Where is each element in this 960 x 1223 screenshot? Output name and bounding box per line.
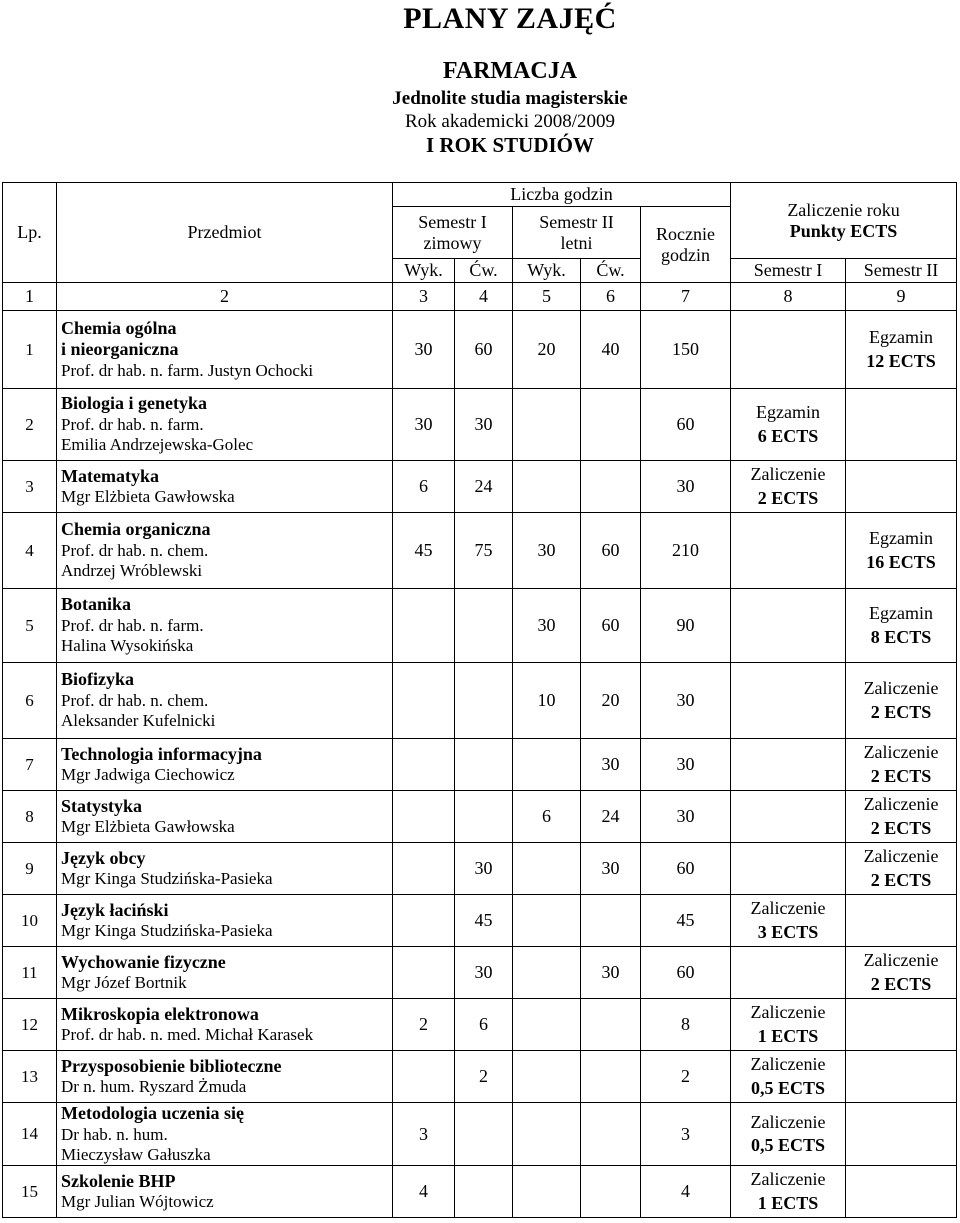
subject-cell [57, 791, 393, 843]
hours-total: 30 [641, 791, 731, 843]
table-row [3, 513, 957, 589]
row-lp: 14 [3, 1103, 57, 1166]
column-number: 5 [513, 283, 581, 311]
schedule-table [2, 182, 957, 1218]
lecturer-name: Mieczysław Gałuszka [61, 1144, 211, 1164]
row-lp: 2 [3, 389, 57, 461]
subject-cell [57, 513, 393, 589]
row-lp: 5 [3, 589, 57, 663]
header-sem1-name: Semestr I [418, 211, 487, 232]
subject-cell [57, 1103, 393, 1166]
hours-s2-wyk [513, 999, 581, 1051]
credit-ects: 2 ECTS [870, 701, 932, 722]
hours-s2-cw: 60 [581, 589, 641, 663]
hours-s2-wyk [513, 1103, 581, 1166]
hours-s2-wyk [513, 739, 581, 791]
subject-cell [57, 895, 393, 947]
program-heading: Jednolite studia magisterskie [392, 88, 628, 109]
credit-ects: 0,5 ECTS [751, 1135, 826, 1156]
row-lp: 12 [3, 999, 57, 1051]
row-lp: 15 [3, 1166, 57, 1218]
lecturer-name: Prof. dr hab. n. farm. [61, 615, 204, 635]
credit-type: Zaliczenie [750, 464, 826, 485]
subject-name: Biofizyka [61, 669, 135, 690]
lecturer-name: Dr hab. n. hum. [61, 1124, 168, 1144]
table-header [3, 183, 957, 311]
subject-cell [57, 311, 393, 389]
hours-s1-cw: 2 [455, 1051, 513, 1103]
hours-s1-cw: 75 [455, 513, 513, 589]
hours-s1-wyk: 3 [393, 1103, 455, 1166]
credit-type: Zaliczenie [863, 742, 939, 763]
credit-type: Zaliczenie [863, 846, 939, 867]
subject-name: Statystyka [61, 795, 143, 816]
hours-s1-cw: 30 [455, 947, 513, 999]
lecturer-name: Prof. dr hab. n. med. Michał Karasek [61, 1025, 314, 1045]
hours-total: 30 [641, 739, 731, 791]
table-row [3, 999, 957, 1051]
credit-ects: 2 ECTS [870, 765, 932, 786]
header-hours-group: Liczba godzin [393, 183, 731, 207]
subject-name: Wychowanie fizyczne [61, 951, 226, 972]
credit-sem2-cell [846, 513, 957, 589]
table-row [3, 311, 957, 389]
hours-s2-wyk [513, 947, 581, 999]
hours-s1-cw [455, 589, 513, 663]
hours-s1-cw [455, 1166, 513, 1218]
hours-s2-wyk: 6 [513, 791, 581, 843]
column-number: 2 [57, 283, 393, 311]
header-lp: Lp. [3, 183, 57, 283]
document-title: PLANY ZAJĘĆ [403, 2, 617, 35]
table-row [3, 843, 957, 895]
credit-sem1-cell [731, 1051, 846, 1103]
hours-s2-cw: 24 [581, 791, 641, 843]
column-number: 6 [581, 283, 641, 311]
credit-ects: 6 ECTS [757, 425, 819, 446]
credit-sem2-cell [846, 1051, 957, 1103]
table-row [3, 895, 957, 947]
table-row [3, 389, 957, 461]
hours-s1-wyk: 30 [393, 389, 455, 461]
hours-s2-wyk: 10 [513, 663, 581, 739]
hours-s1-cw: 45 [455, 895, 513, 947]
hours-s2-wyk [513, 389, 581, 461]
header-credit-sem1: Semestr I [731, 259, 846, 283]
hours-s2-cw [581, 999, 641, 1051]
hours-total: 60 [641, 389, 731, 461]
header-sem1-season: zimowy [423, 232, 482, 253]
credit-sem1-cell [731, 389, 846, 461]
credit-sem1-cell [731, 589, 846, 663]
subject-cell [57, 663, 393, 739]
hours-s1-cw [455, 663, 513, 739]
credit-ects: 8 ECTS [870, 626, 932, 647]
subject-name: Botanika [61, 594, 132, 615]
credit-type: Egzamin [869, 327, 934, 348]
subject-name: Szkolenie BHP [61, 1170, 176, 1191]
credit-ects: 2 ECTS [870, 817, 932, 838]
hours-total: 150 [641, 311, 731, 389]
row-lp: 8 [3, 791, 57, 843]
credit-ects: 2 ECTS [757, 487, 819, 508]
credit-type: Egzamin [869, 528, 934, 549]
lecturer-name: Prof. dr hab. n. farm. [61, 414, 204, 434]
lecturer-name: Mgr Kinga Studzińska-Pasieka [61, 921, 273, 941]
table-body [3, 311, 957, 1218]
credit-sem1-cell [731, 663, 846, 739]
hours-s2-wyk [513, 1051, 581, 1103]
credit-sem1-cell [731, 1166, 846, 1218]
hours-s2-wyk: 30 [513, 589, 581, 663]
header-credit-line2: Punkty ECTS [789, 220, 898, 241]
hours-s2-wyk [513, 461, 581, 513]
credit-type: Zaliczenie [863, 950, 939, 971]
hours-s2-wyk [513, 895, 581, 947]
lecturer-name: Prof. dr hab. n. farm. Justyn Ochocki [61, 360, 314, 380]
credit-ects: 0,5 ECTS [751, 1077, 826, 1098]
credit-ects: 3 ECTS [757, 921, 819, 942]
credit-ects: 1 ECTS [757, 1025, 819, 1046]
lecturer-name: Mgr Elżbieta Gawłowska [61, 487, 235, 507]
lecturer-name: Prof. dr hab. n. chem. [61, 540, 209, 560]
lecturer-name: Halina Wysokińska [61, 636, 194, 656]
hours-s1-cw [455, 739, 513, 791]
header-sem2 [513, 207, 641, 259]
credit-sem2-cell [846, 895, 957, 947]
credit-type: Egzamin [756, 402, 821, 423]
row-lp: 7 [3, 739, 57, 791]
lecturer-name: Mgr Jadwiga Ciechowicz [61, 765, 235, 785]
hours-s1-cw: 60 [455, 311, 513, 389]
row-lp: 1 [3, 311, 57, 389]
credit-sem1-cell [731, 895, 846, 947]
subject-cell [57, 947, 393, 999]
credit-sem2-cell [846, 1166, 957, 1218]
credit-sem2-cell [846, 589, 957, 663]
table-row [3, 589, 957, 663]
row-lp: 10 [3, 895, 57, 947]
hours-s2-cw [581, 1166, 641, 1218]
hours-total: 2 [641, 1051, 731, 1103]
table-row [3, 1051, 957, 1103]
hours-total: 30 [641, 663, 731, 739]
hours-s2-cw: 30 [581, 947, 641, 999]
hours-s1-wyk [393, 589, 455, 663]
hours-s1-cw: 30 [455, 389, 513, 461]
hours-s1-wyk: 4 [393, 1166, 455, 1218]
header-credit-group [731, 183, 957, 259]
credit-sem2-cell [846, 663, 957, 739]
subject-name: Język obcy [61, 847, 146, 868]
lecturer-name: Mgr Elżbieta Gawłowska [61, 817, 235, 837]
header-sem2-name: Semestr II [539, 211, 614, 232]
hours-total: 60 [641, 947, 731, 999]
hours-s2-cw: 60 [581, 513, 641, 589]
lecturer-name: Mgr Julian Wójtowicz [61, 1192, 214, 1212]
credit-sem1-cell [731, 513, 846, 589]
header-sem1-lecture: Wyk. [393, 259, 455, 283]
column-number: 3 [393, 283, 455, 311]
hours-s1-wyk [393, 739, 455, 791]
hours-s1-wyk: 30 [393, 311, 455, 389]
subject-cell [57, 1166, 393, 1218]
hours-total: 8 [641, 999, 731, 1051]
academic-year-heading: Rok akademicki 2008/2009 [404, 111, 616, 132]
credit-type: Zaliczenie [750, 1169, 826, 1190]
credit-sem1-cell [731, 739, 846, 791]
credit-type: Zaliczenie [750, 1002, 826, 1023]
column-number: 4 [455, 283, 513, 311]
subject-name: Metodologia uczenia się [61, 1103, 244, 1123]
header-subject: Przedmiot [57, 183, 393, 283]
lecturer-name: Mgr Józef Bortnik [61, 973, 187, 993]
header-annual-line2: godzin [661, 244, 711, 265]
subject-name: Technologia informacyjna [61, 743, 262, 764]
lecturer-name: Aleksander Kufelnicki [61, 711, 216, 731]
column-number: 8 [731, 283, 846, 311]
hours-total: 45 [641, 895, 731, 947]
subject-cell [57, 843, 393, 895]
credit-sem2-cell [846, 311, 957, 389]
column-number: 1 [3, 283, 57, 311]
credit-sem1-cell [731, 461, 846, 513]
hours-s2-cw: 40 [581, 311, 641, 389]
credit-sem2-cell [846, 843, 957, 895]
subject-name: Matematyka [61, 465, 159, 486]
header-credit-line1: Zaliczenie roku [787, 199, 900, 220]
header-sem2-season: letni [560, 232, 593, 253]
subject-name: Chemia organiczna [61, 519, 211, 540]
credit-ects: 1 ECTS [757, 1192, 819, 1213]
hours-total: 4 [641, 1166, 731, 1218]
hours-total: 30 [641, 461, 731, 513]
hours-s1-cw: 30 [455, 843, 513, 895]
hours-s2-cw [581, 1051, 641, 1103]
hours-s1-wyk [393, 1051, 455, 1103]
hours-s2-wyk: 30 [513, 513, 581, 589]
hours-s2-wyk: 20 [513, 311, 581, 389]
hours-s2-cw: 20 [581, 663, 641, 739]
credit-type: Zaliczenie [750, 1054, 826, 1075]
row-lp: 4 [3, 513, 57, 589]
hours-s1-cw: 6 [455, 999, 513, 1051]
faculty-heading: FARMACJA [442, 58, 578, 84]
credit-type: Zaliczenie [750, 1111, 826, 1132]
header-credit-sem2: Semestr II [846, 259, 957, 283]
header-sem2-lecture: Wyk. [513, 259, 581, 283]
credit-sem2-cell [846, 791, 957, 843]
hours-total: 210 [641, 513, 731, 589]
credit-sem2-cell [846, 1103, 957, 1166]
hours-total: 60 [641, 843, 731, 895]
credit-ects: 12 ECTS [866, 350, 936, 371]
hours-s1-wyk [393, 947, 455, 999]
hours-s1-wyk [393, 663, 455, 739]
table-row [3, 1166, 957, 1218]
subject-cell [57, 1051, 393, 1103]
hours-s2-cw [581, 389, 641, 461]
header-sem1 [393, 207, 513, 259]
credit-sem2-cell [846, 389, 957, 461]
subject-name: Chemia ogólna [61, 317, 177, 338]
credit-sem1-cell [731, 311, 846, 389]
row-lp: 9 [3, 843, 57, 895]
subject-name: Przysposobienie biblioteczne [61, 1055, 282, 1076]
subject-cell [57, 999, 393, 1051]
credit-ects: 16 ECTS [866, 551, 936, 572]
subject-name: Mikroskopia elektronowa [61, 1003, 259, 1024]
hours-s2-cw: 30 [581, 843, 641, 895]
row-lp: 11 [3, 947, 57, 999]
table-row [3, 947, 957, 999]
subject-cell [57, 589, 393, 663]
lecturer-name: Dr n. hum. Ryszard Żmuda [61, 1077, 247, 1097]
credit-type: Zaliczenie [750, 898, 826, 919]
hours-s2-cw [581, 895, 641, 947]
hours-s2-wyk [513, 843, 581, 895]
year-of-study-heading: I ROK STUDIÓW [425, 133, 595, 157]
credit-sem1-cell [731, 1103, 846, 1166]
credit-sem1-cell [731, 843, 846, 895]
lecturer-name: Prof. dr hab. n. chem. [61, 690, 209, 710]
table-row [3, 461, 957, 513]
column-number: 9 [846, 283, 957, 311]
lecturer-name: Andrzej Wróblewski [61, 561, 203, 581]
subject-name: Język łaciński [61, 899, 169, 920]
credit-sem1-cell [731, 999, 846, 1051]
subject-cell [57, 389, 393, 461]
header-annual-line1: Rocznie [656, 223, 715, 244]
row-lp: 3 [3, 461, 57, 513]
credit-sem2-cell [846, 999, 957, 1051]
credit-ects: 2 ECTS [870, 973, 932, 994]
credit-ects: 2 ECTS [870, 869, 932, 890]
credit-sem1-cell [731, 947, 846, 999]
header-sem2-exercise: Ćw. [581, 259, 641, 283]
credit-sem1-cell [731, 791, 846, 843]
credit-type: Egzamin [869, 603, 934, 624]
hours-s1-wyk [393, 895, 455, 947]
lecturer-name: Mgr Kinga Studzińska-Pasieka [61, 869, 273, 889]
table-row [3, 1103, 957, 1166]
subject-cell [57, 461, 393, 513]
hours-s2-wyk [513, 1166, 581, 1218]
hours-s1-wyk: 45 [393, 513, 455, 589]
subject-cell [57, 739, 393, 791]
lecturer-name: Emilia Andrzejewska-Golec [61, 435, 254, 455]
header-sem1-exercise: Ćw. [455, 259, 513, 283]
table-row [3, 739, 957, 791]
credit-type: Zaliczenie [863, 794, 939, 815]
credit-sem2-cell [846, 461, 957, 513]
hours-total: 3 [641, 1103, 731, 1166]
row-lp: 6 [3, 663, 57, 739]
credit-sem2-cell [846, 739, 957, 791]
hours-s2-cw [581, 461, 641, 513]
header-annual [641, 207, 731, 283]
hours-s1-wyk: 2 [393, 999, 455, 1051]
hours-s1-cw: 24 [455, 461, 513, 513]
hours-total: 90 [641, 589, 731, 663]
row-lp: 13 [3, 1051, 57, 1103]
hours-s2-cw: 30 [581, 739, 641, 791]
hours-s1-wyk [393, 843, 455, 895]
hours-s1-wyk [393, 791, 455, 843]
hours-s1-cw [455, 1103, 513, 1166]
subject-name: i nieorganiczna [61, 339, 179, 360]
credit-type: Zaliczenie [863, 678, 939, 699]
subject-name: Biologia i genetyka [61, 393, 208, 414]
hours-s2-cw [581, 1103, 641, 1166]
table-row [3, 663, 957, 739]
table-row [3, 791, 957, 843]
hours-s1-cw [455, 791, 513, 843]
hours-s1-wyk: 6 [393, 461, 455, 513]
credit-sem2-cell [846, 947, 957, 999]
column-number: 7 [641, 283, 731, 311]
